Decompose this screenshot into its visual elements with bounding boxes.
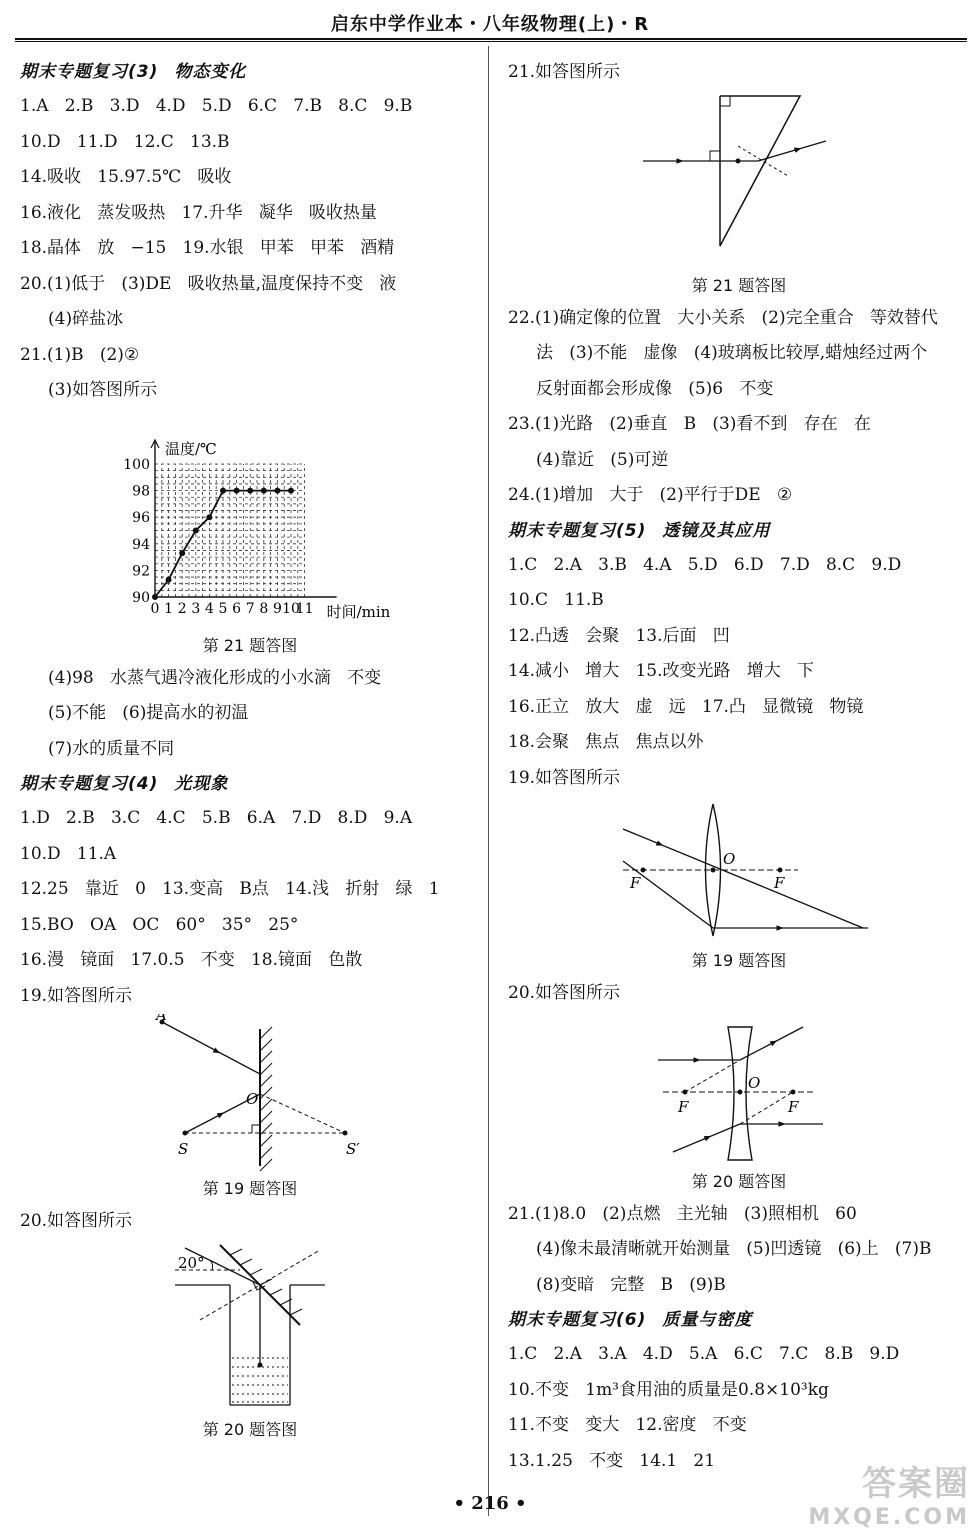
concave-lens-figure [508, 1012, 970, 1167]
x-tick-label: 8 [259, 600, 269, 617]
section-topic: 透镜及其应用 [662, 520, 771, 541]
section-number: 期末专题复习(5) [508, 520, 647, 541]
answer-line: 1.C 2.A 3.A 4.D 5.A 6.C 7.C 8.B 9.D [508, 1344, 900, 1364]
ray-arrow [218, 1114, 221, 1116]
y-axis-label: 温度/℃ [165, 439, 217, 458]
point-S-image [343, 1131, 348, 1136]
column-divider [488, 46, 489, 1516]
focus-right [778, 868, 783, 873]
data-point [234, 487, 240, 493]
y-tick-label: 92 [132, 562, 150, 579]
answer-line: 10.C 11.B [508, 590, 604, 610]
prism-figure [508, 91, 970, 271]
section-number: 期末专题复习(6) [508, 1310, 647, 1330]
right-angle-mark [252, 1125, 260, 1133]
answer-line: 10.D 11.D 12.C 13.B [20, 131, 230, 152]
data-point [274, 487, 280, 493]
figure-caption: 第 20 题答图 [691, 1171, 787, 1191]
data-point [261, 487, 267, 493]
convex-lens-diagram [508, 796, 970, 946]
y-tick-label: 90 [132, 589, 150, 606]
x-tick-label: 6 [232, 600, 242, 617]
answer-line: 16.液化 蒸发吸热 17.升华 凝华 吸收热量 [20, 202, 377, 223]
data-point [247, 487, 253, 493]
x-tick-label: 2 [177, 600, 187, 617]
optical-center [711, 868, 716, 873]
answer-line: 22.(1)确定像的位置 大小关系 (2)完全重合 等效替代 [508, 307, 938, 328]
answer-line: (8)变暗 完整 B (9)B [536, 1274, 726, 1295]
convex-lens-figure [508, 796, 970, 946]
well-diagram [20, 1240, 480, 1415]
section-topic: 质量与密度 [662, 1310, 753, 1330]
water-point [258, 1362, 263, 1367]
mirror-diagram [20, 1014, 480, 1174]
answer-line: 24.(1)增加 大于 (2)平行于DE ② [508, 485, 793, 505]
label-O: O [246, 1090, 259, 1108]
label-F: F [678, 1097, 689, 1116]
answer-line: 19.如答图所示 [508, 767, 621, 788]
label-S: S [178, 1140, 189, 1158]
answer-line: (3)如答图所示 [48, 380, 158, 400]
focus-left [641, 868, 646, 873]
answer-line: 法 (3)不能 虚像 (4)玻璃板比较厚,蜡烛经过两个 [536, 343, 928, 363]
answer-line: 14.减小 增大 15.改变光路 增大 下 [508, 661, 814, 681]
answer-line: 14.吸收 15.97.5℃ 吸收 [20, 167, 232, 187]
y-tick-label: 98 [132, 483, 150, 500]
answer-line: 19.如答图所示 [20, 985, 133, 1006]
normal-line [260, 1250, 320, 1285]
x-tick-label: 1 [164, 600, 174, 617]
answer-line: 23.(1)光路 (2)垂直 B (3)看不到 存在 在 [508, 414, 871, 434]
data-point [220, 487, 226, 493]
x-tick-label: 9 [272, 600, 282, 617]
figure-caption: 第 21 题答图 [202, 635, 298, 655]
answer-line: 16.正立 放大 虚 远 17.凸 显微镜 物镜 [508, 696, 864, 717]
watermark [808, 1456, 970, 1530]
label-S-image: S′ [346, 1140, 360, 1158]
label-F: F [630, 874, 641, 892]
refracted-ray [758, 141, 826, 161]
answer-line: (5)不能 (6)提高水的初温 [48, 703, 249, 723]
section-number: 期末专题复习(3) [20, 62, 159, 82]
answer-line: (4)像未最清晰就开始测量 (5)凹透镜 (6)上 (7)B [536, 1239, 932, 1259]
answer-line: (4)98 水蒸气遇冷液化形成的小水滴 不变 [48, 667, 382, 688]
answer-line: 20.(1)低于 (3)DE 吸收热量,温度保持不变 液 [20, 273, 397, 294]
data-point [166, 576, 172, 582]
y-tick-label: 100 [123, 456, 150, 473]
x-tick-label: 0 [150, 600, 160, 617]
x-tick-label: 11 [295, 600, 314, 617]
answer-line: 20.如答图所示 [20, 1211, 133, 1231]
concave-lens-diagram [508, 1012, 970, 1167]
answer-line: (4)碎盐冰 [48, 309, 124, 329]
label-A: A [156, 1014, 167, 1024]
section-title [20, 55, 480, 89]
watermark-logo: 答案圈 [862, 1464, 970, 1504]
figure-caption: 第 19 题答图 [202, 1179, 298, 1198]
label-F: F [774, 874, 785, 892]
x-axis-label: 时间/min [326, 602, 391, 621]
well-figure [20, 1240, 480, 1415]
data-point [206, 514, 212, 520]
x-tick-label: 4 [204, 600, 214, 617]
optical-center [738, 1089, 743, 1094]
answer-line: 反射面都会形成像 (5)6 不变 [536, 378, 774, 399]
prism-diagram [508, 91, 970, 271]
section-topic: 物态变化 [174, 62, 247, 82]
answer-line: 12.25 靠近 0 13.变高 B点 14.浅 折射 绿 1 [20, 879, 440, 899]
right-angle-mark [710, 151, 720, 161]
ray-through-focus [623, 861, 713, 928]
answer-line: 21.(1)B (2)② [20, 344, 140, 365]
answer-line: 18.晶体 放 −15 19.水银 甲苯 甲苯 酒精 [20, 238, 395, 258]
answer-line: 12.凸透 会聚 13.后面 凹 [508, 625, 730, 646]
x-tick-label: 7 [245, 600, 255, 617]
answer-line: 10.D 11.A [20, 843, 117, 864]
answer-line: 16.漫 镜面 17.0.5 不变 18.镜面 色散 [20, 950, 363, 970]
answer-line: 21.如答图所示 [508, 62, 621, 82]
answer-line: 18.会聚 焦点 焦点以外 [508, 732, 704, 752]
figure-caption: 第 20 题答图 [202, 1419, 298, 1439]
label-O: O [723, 850, 736, 868]
angle-label: 20° [178, 1253, 205, 1272]
x-tick-label: 3 [191, 600, 201, 617]
answer-line: 10.不变 1m³食用油的质量是0.8×10³kg [508, 1379, 829, 1400]
right-angle-mark [720, 96, 730, 106]
answer-line: 21.(1)8.0 (2)点燃 主光轴 (3)照相机 60 [508, 1203, 857, 1224]
left-column [20, 55, 480, 1445]
section-title [508, 514, 970, 548]
section-number: 期末专题复习(4) [20, 774, 159, 794]
answer-line: 1.D 2.B 3.C 4.C 5.B 6.A 7.D 8.D 9.A [20, 808, 413, 828]
answer-line: 1.C 2.A 3.B 4.A 5.D 6.D 7.D 8.C 9.D [508, 554, 902, 575]
data-point [193, 527, 199, 533]
point-S [183, 1131, 188, 1136]
label-F: F [788, 1097, 799, 1116]
temperature-chart-figure [20, 409, 480, 631]
mirror-figure [20, 1014, 480, 1174]
figure-caption: 第 21 题答图 [691, 275, 787, 295]
data-point [288, 487, 294, 493]
page-header: 启东中学作业本・八年级物理(上)・R [330, 14, 650, 35]
page-number: • 216 • [453, 1493, 527, 1514]
header-rule [15, 38, 967, 40]
virtual-ray [260, 1094, 345, 1133]
virtual-ray [685, 1060, 740, 1092]
data-point [152, 594, 158, 600]
label-O: O [748, 1073, 761, 1092]
header-rule-thin [15, 41, 967, 42]
y-tick-label: 96 [132, 509, 150, 526]
ray-arrow [794, 149, 798, 150]
answer-line: 13.1.25 不变 14.1 21 [508, 1450, 716, 1471]
x-tick-label: 5 [218, 600, 228, 617]
section-title [20, 767, 480, 801]
watermark-url: MXQE.COM [808, 1505, 970, 1530]
answer-line: (7)水的质量不同 [48, 738, 175, 759]
mirror-hatching [260, 1027, 272, 1171]
section-topic: 光现象 [174, 774, 229, 794]
right-column [508, 55, 970, 1479]
answer-line: 1.A 2.B 3.D 4.D 5.D 6.C 7.B 8.C 9.B [20, 96, 413, 116]
temperature-chart [20, 409, 480, 631]
x-tick-label: 10 [282, 600, 300, 617]
virtual-ray [740, 1092, 793, 1124]
answer-line: (4)靠近 (5)可逆 [536, 449, 669, 470]
figure-caption: 第 19 题答图 [691, 951, 787, 970]
reflected-ray [162, 1022, 260, 1074]
section-title [508, 1303, 970, 1337]
glass-triangle [720, 96, 800, 246]
data-point [179, 550, 185, 556]
y-tick-label: 94 [132, 536, 150, 553]
answer-line: 11.不变 变大 12.密度 不变 [508, 1415, 747, 1435]
mirror-hatching [230, 1249, 302, 1315]
answer-line: 20.如答图所示 [508, 983, 621, 1003]
incidence-point [736, 158, 741, 163]
answer-line: 15.BO OA OC 60° 35° 25° [20, 914, 299, 935]
